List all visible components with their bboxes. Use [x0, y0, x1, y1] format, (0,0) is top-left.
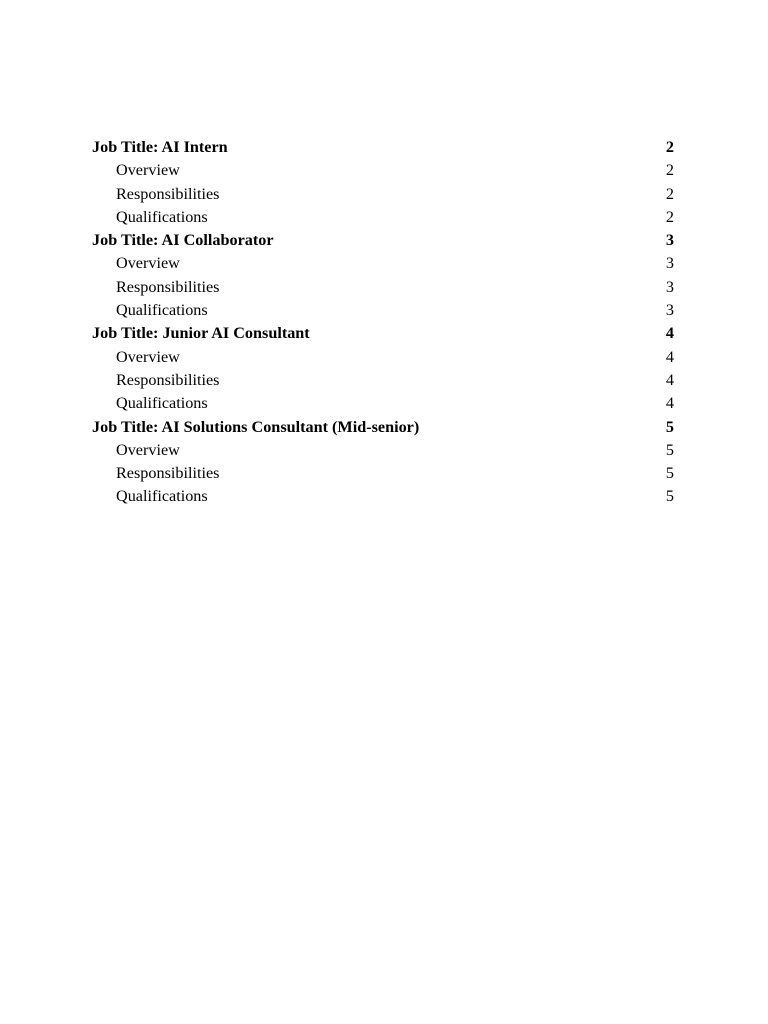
toc-item-responsibilities[interactable] — [92, 183, 674, 206]
toc-page-number: 3 — [665, 254, 674, 273]
toc-page-number: 4 — [665, 324, 674, 343]
toc-item-qualifications[interactable] — [92, 485, 674, 508]
toc-item-responsibilities[interactable] — [92, 462, 674, 485]
toc-page-number: 4 — [665, 347, 674, 366]
toc-section-ai-collaborator[interactable] — [92, 229, 674, 252]
toc-item-label: Overview — [116, 254, 180, 273]
table-of-contents — [92, 136, 674, 509]
toc-page-number: 3 — [665, 301, 674, 320]
toc-page-number: 5 — [665, 440, 674, 459]
toc-page-number: 4 — [665, 370, 674, 389]
toc-page-number: 4 — [665, 394, 674, 413]
toc-item-overview[interactable] — [92, 346, 674, 369]
toc-item-label: Responsibilities — [116, 370, 220, 389]
toc-item-label: Responsibilities — [116, 184, 220, 203]
toc-section-junior-ai-consultant[interactable] — [92, 322, 674, 345]
toc-section-title: Job Title: Junior AI Consultant — [92, 324, 310, 343]
toc-page-number: 5 — [665, 417, 674, 436]
toc-item-qualifications[interactable] — [92, 299, 674, 322]
toc-item-overview[interactable] — [92, 252, 674, 275]
toc-item-qualifications[interactable] — [92, 392, 674, 415]
toc-section-title: Job Title: AI Collaborator — [92, 231, 274, 250]
toc-item-overview[interactable] — [92, 159, 674, 182]
toc-item-responsibilities[interactable] — [92, 369, 674, 392]
toc-item-label: Qualifications — [116, 207, 208, 226]
toc-page-number: 5 — [665, 487, 674, 506]
toc-page-number: 2 — [665, 161, 674, 180]
toc-item-responsibilities[interactable] — [92, 276, 674, 299]
toc-page-number: 2 — [665, 184, 674, 203]
toc-section-ai-solutions-consultant[interactable] — [92, 416, 674, 439]
toc-section-title: Job Title: AI Solutions Consultant (Mid-senior) — [92, 417, 420, 436]
toc-item-label: Qualifications — [116, 301, 208, 320]
toc-item-label: Qualifications — [116, 487, 208, 506]
toc-page-number: 2 — [665, 138, 674, 156]
toc-item-label: Overview — [116, 347, 180, 366]
toc-page-number: 3 — [665, 231, 674, 250]
toc-page-number: 2 — [665, 207, 674, 226]
toc-item-qualifications[interactable] — [92, 206, 674, 229]
toc-item-label: Overview — [116, 440, 180, 459]
toc-page-number: 5 — [665, 464, 674, 483]
toc-section-title: Job Title: AI Intern — [92, 138, 228, 156]
toc-page-number: 3 — [665, 277, 674, 296]
toc-item-overview[interactable] — [92, 439, 674, 462]
toc-item-label: Responsibilities — [116, 464, 220, 483]
toc-section-ai-intern[interactable] — [92, 136, 674, 159]
toc-item-label: Responsibilities — [116, 277, 220, 296]
toc-item-label: Qualifications — [116, 394, 208, 413]
toc-item-label: Overview — [116, 161, 180, 180]
